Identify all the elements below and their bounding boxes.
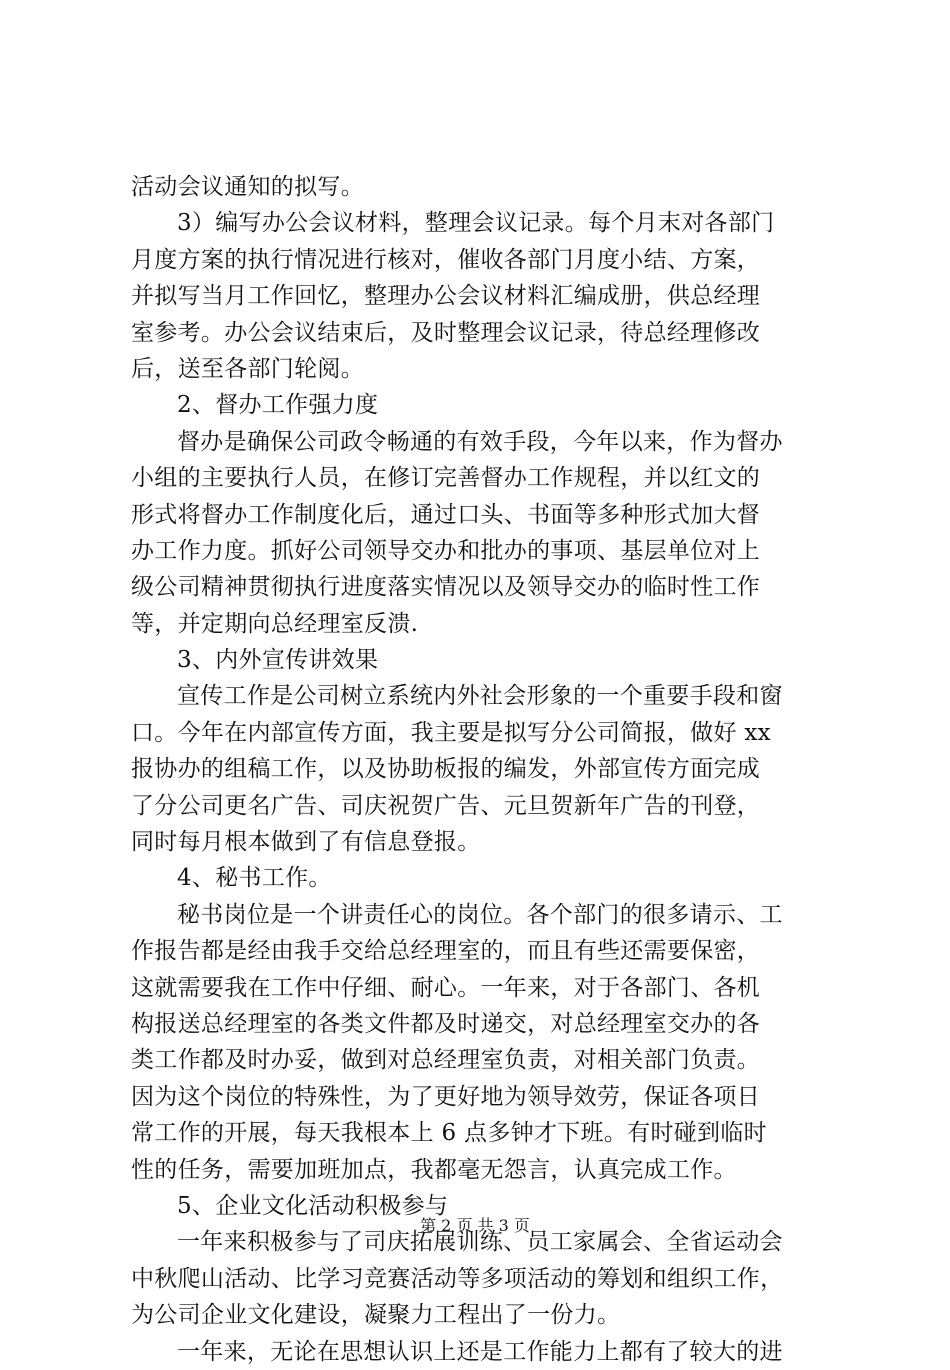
text-line: 宣传工作是公司树立系统内外社会形象的一个重要手段和窗 [177, 683, 783, 710]
text-line: 月度方案的执行情况进行核对，催收各部门月度小结、方案， [131, 246, 761, 273]
text-line: 室参考。办公会议结束后，及时整理会议记录，待总经理修改 [131, 319, 761, 346]
text-line: 等，并定期向总经理室反溃. [131, 610, 419, 637]
text-line: 一年来，无论在思想认识上还是工作能力上都有了较大的进 [177, 1338, 783, 1365]
text-line: 常工作的开展，每天我根本上 6 点多钟才下班。有时碰到临时 [131, 1120, 767, 1147]
text-line: 性的任务，需要加班加点，我都毫无怨言，认真完成工作。 [131, 1156, 737, 1183]
text-line: 2、督办工作强力度 [177, 392, 379, 419]
page-footer: 第 2 页 共 3 页 [420, 1216, 530, 1235]
text-line: 3、内外宣传讲效果 [177, 647, 379, 674]
document-body [131, 169, 831, 1370]
text-line: 为公司企业文化建设，凝聚力工程出了一份力。 [131, 1302, 621, 1329]
text-line: 秘书岗位是一个讲责任心的岗位。各个部门的很多请示、工 [177, 901, 783, 928]
text-line: 构报送总经理室的各类文件都及时递交，对总经理室交办的各 [131, 1010, 761, 1037]
text-line: 了分公司更名广告、司庆祝贺广告、元旦贺新年广告的刊登， [131, 792, 761, 819]
text-line: 小组的主要执行人员，在修订完善督办工作规程，并以红文的 [131, 465, 761, 492]
text-line: 中秋爬山活动、比学习竞赛活动等多项活动的筹划和组织工作， [131, 1265, 784, 1292]
text-line: 同时每月根本做到了有信息登报。 [131, 829, 481, 856]
text-line: 一年来积极参与了司庆拓展训练、员工家属会、全省运动会 [177, 1229, 783, 1256]
text-line: 这就需要我在工作中仔细、耐心。一年来，对于各部门、各机 [131, 974, 761, 1001]
text-line: 4、秘书工作。 [177, 865, 332, 892]
text-line: 5、企业文化活动积极参与 [177, 1192, 449, 1219]
text-line: 类工作都及时办妥，做到对总经理室负责，对相关部门负责。 [131, 1047, 761, 1074]
text-line: 活动会议通知的拟写。 [131, 174, 364, 200]
text-line: 报协办的组稿工作，以及协助板报的编发，外部宣传方面完成 [131, 756, 761, 783]
text-line: 后，送至各部门轮阅。 [131, 355, 364, 382]
text-line: 3）编写办公会议材料，整理会议记录。每个月末对各部门 [177, 210, 775, 237]
text-line: 作报告都是经由我手交给总经理室的，而且有些还需要保密， [131, 938, 761, 965]
text-line: 办工作力度。抓好公司领导交办和批办的事项、基层单位对上 [131, 537, 761, 564]
text-line: 因为这个岗位的特殊性，为了更好地为领导效劳，保证各项日 [131, 1083, 761, 1110]
text-line: 级公司精神贯彻执行进度落实情况以及领导交办的临时性工作 [131, 574, 761, 601]
text-line: 督办是确保公司政令畅通的有效手段，今年以来，作为督办 [177, 428, 783, 455]
text-line: 并拟写当月工作回忆，整理办公会议材料汇编成册，供总经理 [131, 283, 761, 310]
text-line: 形式将督办工作制度化后，通过口头、书面等多种形式加大督 [131, 501, 761, 528]
text-line: 口。今年在内部宣传方面，我主要是拟写分公司简报，做好 xx [131, 719, 771, 746]
